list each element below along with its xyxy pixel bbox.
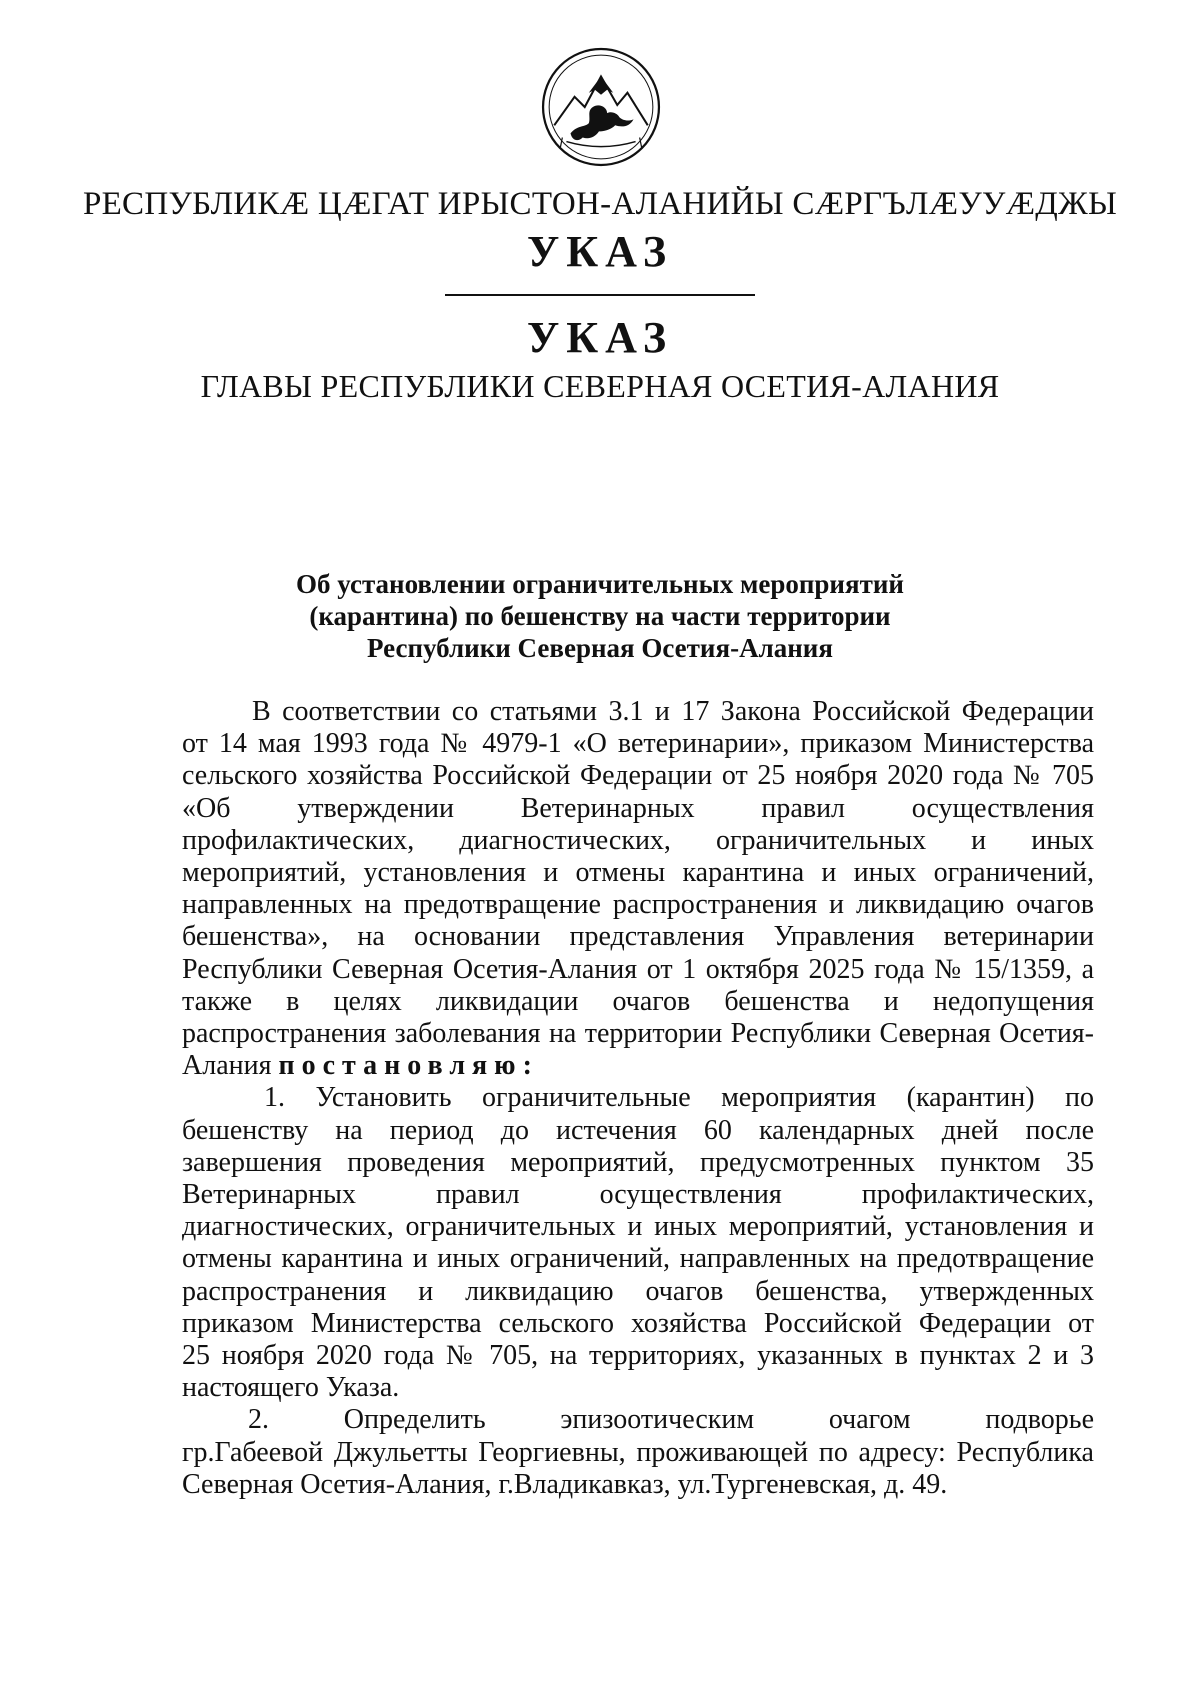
item-1-line: 25 ноября 2020 года № 705, на территориях, указанных в пунктах 2 и 3 bbox=[182, 1340, 1094, 1372]
item-2-line: 2. Определить эпизоотическим очагом подворье bbox=[248, 1404, 1094, 1436]
item-1-line: 1. Установить ограничительные мероприятия (карантин) по bbox=[264, 1082, 1094, 1114]
header-divider bbox=[445, 294, 755, 296]
item-1-line: завершения проведения мероприятий, предусмотренных пунктом 35 bbox=[182, 1146, 1094, 1178]
body-line: Республики Северная Осетия-Алания от 1 октября 2025 года № 15/1359, а bbox=[182, 953, 1094, 985]
item-1-line: распространения и ликвидацию очагов бешенства, утвержденных bbox=[182, 1275, 1094, 1307]
item-1-line: отмены карантина и иных ограничений, направленных на предотвращение bbox=[182, 1243, 1094, 1275]
body-line: распространения заболевания на территории Республики Северная Осетия- bbox=[182, 1018, 1094, 1050]
decree-title bbox=[0, 568, 1200, 664]
title-line: Об установлении ограничительных мероприятий bbox=[296, 569, 904, 599]
body-line bbox=[182, 1050, 1094, 1082]
item-1-line: настоящего Указа. bbox=[182, 1372, 400, 1404]
ukaz-heading-russian: УКАЗ bbox=[526, 313, 674, 362]
body-line: также в целях ликвидации очагов бешенства и недопущения bbox=[182, 985, 1094, 1017]
body-line: «Об утверждении Ветеринарных правил осуществления bbox=[182, 792, 1094, 824]
body-line: бешенства», на основании представления Управления ветеринарии bbox=[182, 921, 1094, 953]
russian-header: ГЛАВЫ РЕСПУБЛИКИ СЕВЕРНАЯ ОСЕТИЯ-АЛАНИЯ bbox=[200, 368, 1000, 404]
decree-verb: постановляю: bbox=[278, 1050, 539, 1082]
ossetian-header: РЕСПУБЛИКÆ ЦÆГАТ ИРЫСТОН-АЛАНИЙЫ СÆРГЪЛÆУУÆДЖЫ bbox=[82, 186, 1118, 222]
coat-of-arms-snow-leopard-icon bbox=[540, 46, 662, 168]
body-line-prefix: Алания bbox=[182, 1050, 279, 1082]
ukaz-heading-ossetian: УКАЗ bbox=[526, 227, 674, 276]
item-1-line: Ветеринарных правил осуществления профилактических, bbox=[182, 1179, 1094, 1211]
item-2-line: Северная Осетия-Алания, г.Владикавказ, ул.Тургеневская, д. 49. bbox=[182, 1468, 948, 1500]
body-line: мероприятий, установления и отмены карантина и иных ограничений, bbox=[182, 857, 1094, 889]
body-line: от 14 мая 1993 года № 4979-1 «О ветеринарии», приказом Министерства bbox=[182, 728, 1094, 760]
body-line: профилактических, диагностических, ограничительных и иных bbox=[182, 824, 1094, 856]
item-2-line: гр.Габеевой Джульетты Георгиевны, проживающей по адресу: Республика bbox=[182, 1436, 1094, 1468]
body-line: сельского хозяйства Российской Федерации от 25 ноября 2020 года № 705 bbox=[182, 760, 1094, 792]
item-1-line: диагностических, ограничительных и иных мероприятий, установления и bbox=[182, 1211, 1094, 1243]
title-line: (карантина) по бешенству на части территории bbox=[309, 601, 891, 631]
body-line: направленных на предотвращение распространения и ликвидацию очагов bbox=[182, 889, 1094, 921]
body-line: В соответствии со статьями 3.1 и 17 Закона Российской Федерации bbox=[252, 696, 1094, 727]
item-1-line: бешенству на период до истечения 60 календарных дней после bbox=[182, 1114, 1094, 1146]
title-line: Республики Северная Осетия-Алания bbox=[367, 633, 833, 663]
decree-body bbox=[182, 696, 1094, 1501]
item-1-line: приказом Министерства сельского хозяйства Российской Федерации от bbox=[182, 1307, 1094, 1339]
